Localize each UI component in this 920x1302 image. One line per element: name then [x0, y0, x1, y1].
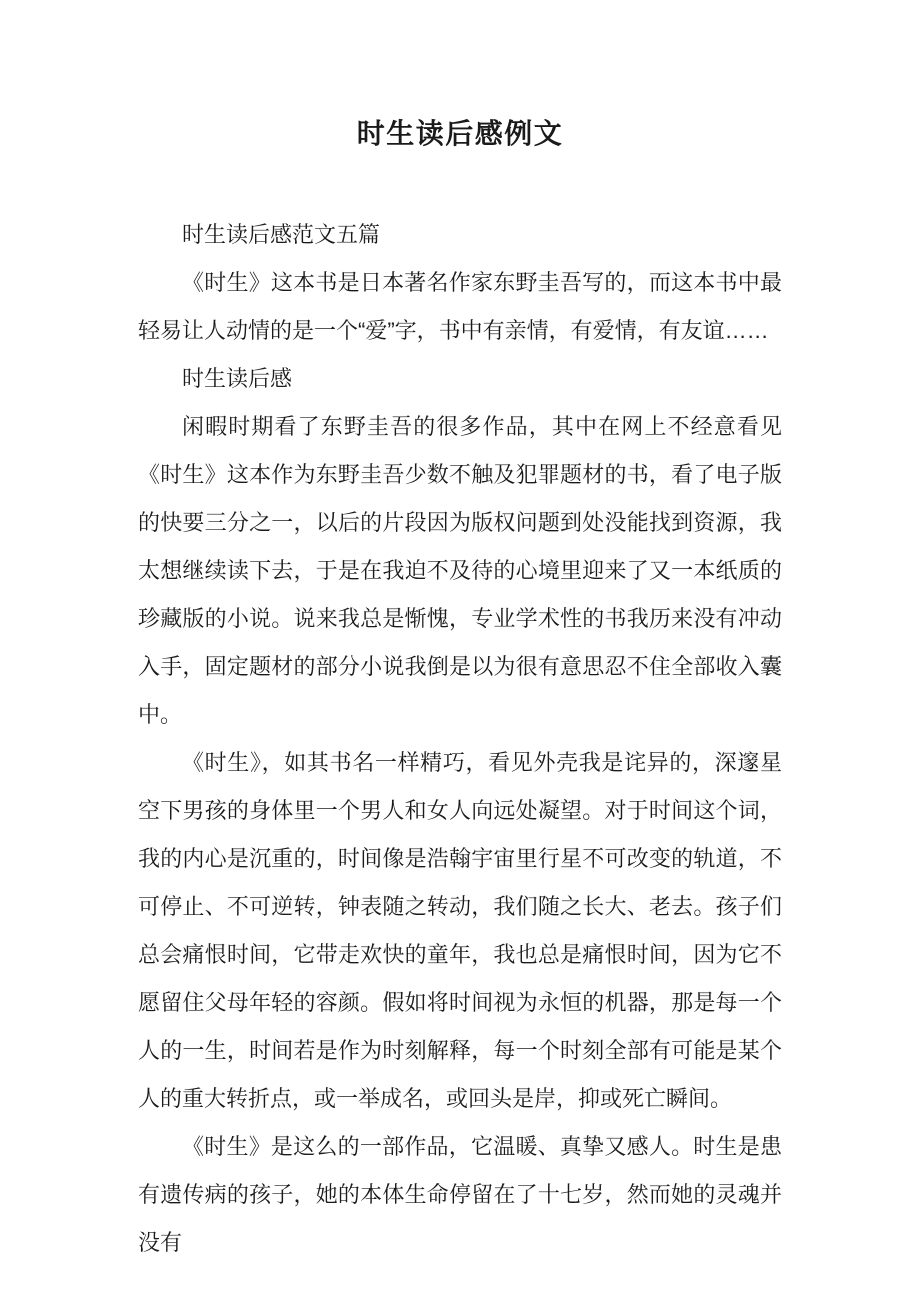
- paragraph-subheading: 时生读后感: [182, 366, 293, 391]
- paragraph-intro: 《时生》这本书是日本著名作家东野圭吾写的，而这本书中最轻易让人动情的是一个“爱”字，书中有亲情，有爱情，有友谊……: [138, 270, 782, 343]
- paragraph-body-1: 闲暇时期看了东野圭吾的很多作品，其中在网上不经意看见《时生》这本作为东野圭吾少数不触及犯罪题材的书，看了电子版的快要三分之一，以后的片段因为版权问题到处没能找到资源，我太想继续读下去，于是在我迫不及待的心境里迎来了又一本纸质的珍藏版的小说。说来我总是惭愧，专业学术性的书我历来没有冲动入手，固定题材的部分小说我倒是以为很有意思忍不住全部收入囊中。: [138, 414, 782, 727]
- paragraph-body-2: 《时生》，如其书名一样精巧，看见外壳我是诧异的，深邃星空下男孩的身体里一个男人和女人向远处凝望。对于时间这个词，我的内心是沉重的，时间像是浩翰宇宙里行星不可改变的轨道，不可停止、不可逆转，钟表随之转动，我们随之长大、老去。孩子们总会痛恨时间，它带走欢快的童年，我也总是痛恨时间，因为它不愿留住父母年轻的容颜。假如将时间视为永恒的机器，那是每一个人的一生，时间若是作为时刻解释，每一个时刻全部有可能是某个人的重大转折点，或一举成名，或回头是岸，抑或死亡瞬间。: [138, 750, 782, 1111]
- document-title: 时生读后感例文: [356, 118, 564, 149]
- document-body: [0, 211, 920, 1267]
- paragraph-body-3: 《时生》是这么的一部作品，它温暖、真挚又感人。时生是患有遗传病的孩子，她的本体生命停留在了十七岁，然而她的灵魂并没有: [138, 1134, 782, 1255]
- paragraph-section-heading: 时生读后感范文五篇: [182, 222, 381, 247]
